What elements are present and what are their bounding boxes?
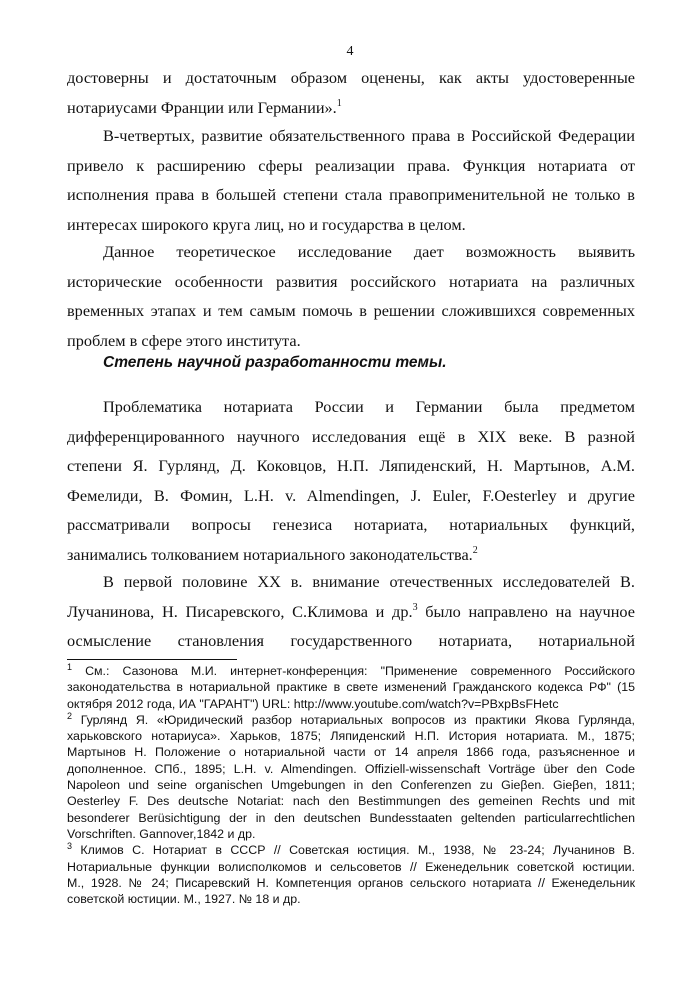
paragraph-continuation — [67, 63, 635, 122]
text-line: Проблематика нотариата России и Германии была предметом — [103, 397, 635, 416]
footnote-line: Мартынов Н. Положение о нотариальной части от 14 апреля 1866 года, разъясненное и — [67, 745, 635, 760]
text-line: осмысление становления государственного нотариата, нотариальной — [67, 631, 635, 650]
footnote-line: харьковского нотариуса». Харьков, 1875; Ляпиденский Н.П. История нотариата. М., 1875; — [67, 729, 635, 744]
footnote-line: Napoleon und seine organischen Umgebungen in den Conferenzen zu Gieβen. Gieβen, 1811; — [67, 778, 635, 793]
footnote-separator — [67, 659, 237, 660]
text-line: рассматривали вопросы генезиса нотариата, нотариальных функций, — [67, 515, 635, 534]
text-line: В первой половине XX в. внимание отечественных исследователей В. — [103, 572, 635, 591]
footnote-line: М., 1928. № 24; Писаревский Н. Компетенция органов сельского нотариата // Еженедельник — [67, 875, 635, 890]
footnote-line: дополненное. СПб., 1895; L.H. v. Almendingen. Offiziell-wissenschaft Vorträge über den Code — [67, 761, 635, 776]
paragraph-research — [67, 237, 635, 355]
text-line: достоверны и достаточным образом оценены, как акты удостоверенные — [67, 68, 635, 87]
footnote-ref-3: 3 — [412, 601, 418, 613]
text-line: интересах широкого круга лиц, но и государства в целом. — [67, 214, 466, 234]
text-line: Данное теоретическое исследование дает возможность выявить — [103, 242, 635, 261]
text-line: степени Я. Гурлянд, Д. Коковцов, Н.П. Ляпиденский, Н. Мартынов, А.М. — [67, 456, 635, 475]
text-line: временных этапах и тем самым помочь в решении сложившихся современных — [67, 301, 635, 320]
paragraph-problematics — [67, 392, 635, 569]
footnote-mark: 3 — [67, 841, 73, 852]
paragraph-first-half — [67, 567, 635, 656]
text-line: Лучанинова, Н. Писаревского, С.Климова и др.$^3$ было направлено на научное — [67, 601, 635, 621]
footnotes — [67, 663, 635, 907]
text-line: нотариусами Франции или Германии».$^1$ — [67, 97, 342, 117]
text-line: исторические особенности развития российского нотариата на различных — [67, 271, 635, 291]
section-heading: Степень научной разработанности темы. — [103, 354, 447, 371]
footnote-line: советской юстиции. М., 1927. № 18 и др. — [67, 892, 301, 907]
footnote-mark: 2 — [67, 710, 73, 721]
footnote-line: октября 2012 года, ИА "ГАРАНТ") URL: http://www.youtube.com/watch?v=PBxpBsFHetc — [67, 696, 559, 711]
footnote-mark: 1 — [67, 662, 73, 672]
footnote-line: Vorschriften. Gannover,1842 и др. — [67, 826, 256, 841]
text-line: Фемелиди, В. Фомин, L.H. v. Almendingen, J. Euler, F.Oesterley и другие — [67, 485, 635, 505]
footnote-1: $^1$ См.: Сазонова М.И. интернет-конференция: "Применение современного Российского — [67, 662, 635, 678]
footnote-2: $^2$ Гурлянд Я. «Юридический разбор нотариальных вопросов из практики Якова Гурлянда, — [67, 710, 635, 727]
footnote-3: $^3$ Климов С. Нотариат в СССР // Советская юстиция. М., 1938, № 23-24; Лучанинов В. — [67, 841, 635, 858]
footnote-ref-1: 1 — [336, 97, 342, 109]
footnote-ref-2: 2 — [472, 544, 478, 556]
text-line: проблем в сфере этого института. — [67, 330, 301, 350]
text-line: В-четвертых, развитие обязательственного права в Российской Федерации — [103, 126, 635, 145]
text-line: привело к расширению сферы реализации права. Функция нотариата от — [67, 155, 635, 175]
paragraph-fourthly — [67, 121, 635, 239]
footnote-line: законодательства в нотариальной практике в свете изменений Гражданского кодекса РФ" (15 — [67, 680, 635, 695]
text-line: дифференцированного научного исследования ещё в XIX веке. В разной — [67, 426, 635, 446]
page-number: 4 — [346, 44, 354, 59]
text-line: занимались толкованием нотариального законодательства.$^2$ — [67, 544, 478, 564]
footnote-line: Нотариальные функции волисполкомов и сельсоветов // Еженедельник советской юстиции. — [67, 859, 635, 874]
footnote-line: besonderer Berüsichtigung der in den deutschen Bundesstaaten geltenden particularrechtlichen — [67, 810, 635, 825]
text-line: исполнения права в большей степени стала правоприменительной не только в — [67, 185, 635, 204]
footnote-line: Oesterley F. Des deutsche Notariat: nach den Bestimmungen des gemeinen Rechts und mit — [67, 794, 635, 809]
